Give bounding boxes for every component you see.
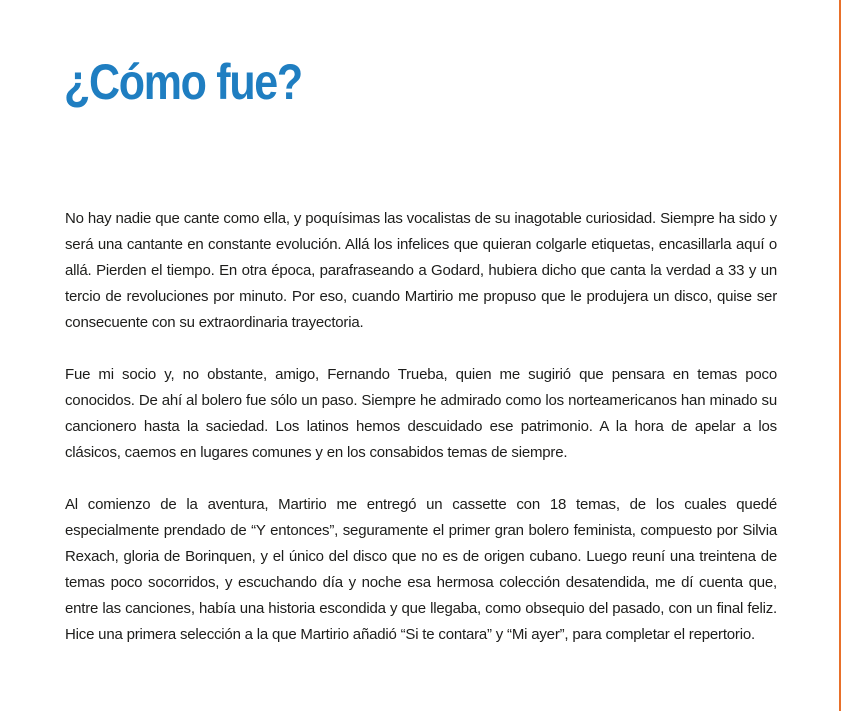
paragraph: Fue mi socio y, no obstante, amigo, Fernando Trueba, quien me sugirió que pensara en temas poco conocidos. De ahí al bolero fue sólo un paso. Siempre he admirado como los norteamericanos han minado su cancionero hasta la saciedad. Los latinos hemos descuidado ese patrimonio. A la hora de apelar a los clásicos, caemos en lugares comunes y en los consabidos temas de siempre.: [65, 366, 777, 461]
paragraph: No hay nadie que cante como ella, y poquísimas las vocalistas de su inagotable curiosidad. Siempre ha sido y será una cantante en constante evolución. Allá los infelices que quieran colgarle etiquetas, encasillarla aquí o allá. Pierden el tiempo. En otra época, parafraseando a Godard, hubiera dicho que canta la verdad a 33 y un tercio de revoluciones por minuto. Por eso, cuando Martirio me propuso que le produjera un disco, quise ser consecuente con su extraordinaria trayectoria.: [65, 210, 777, 331]
body-text: [65, 206, 777, 674]
page-title: ¿Cómo fue?: [64, 54, 302, 110]
paragraph: Al comienzo de la aventura, Martirio me entregó un cassette con 18 temas, de los cuales quedé especialmente prendado de “Y entonces”, seguramente el primer gran bolero feminista, compuesto por Silvia Rexach, gloria de Borinquen, y el único del disco que no es de origen cubano. Luego reuní una treintena de temas poco socorridos, y escuchando día y noche esa hermosa colección desatendida, me dí cuenta que, entre las canciones, había una historia escondida y que llegaba, como obsequio del pasado, con un final feliz. Hice una primera selección a la que Martirio añadió “Si te contara” y “Mi ayer”, para completar el repertorio.: [65, 496, 777, 643]
